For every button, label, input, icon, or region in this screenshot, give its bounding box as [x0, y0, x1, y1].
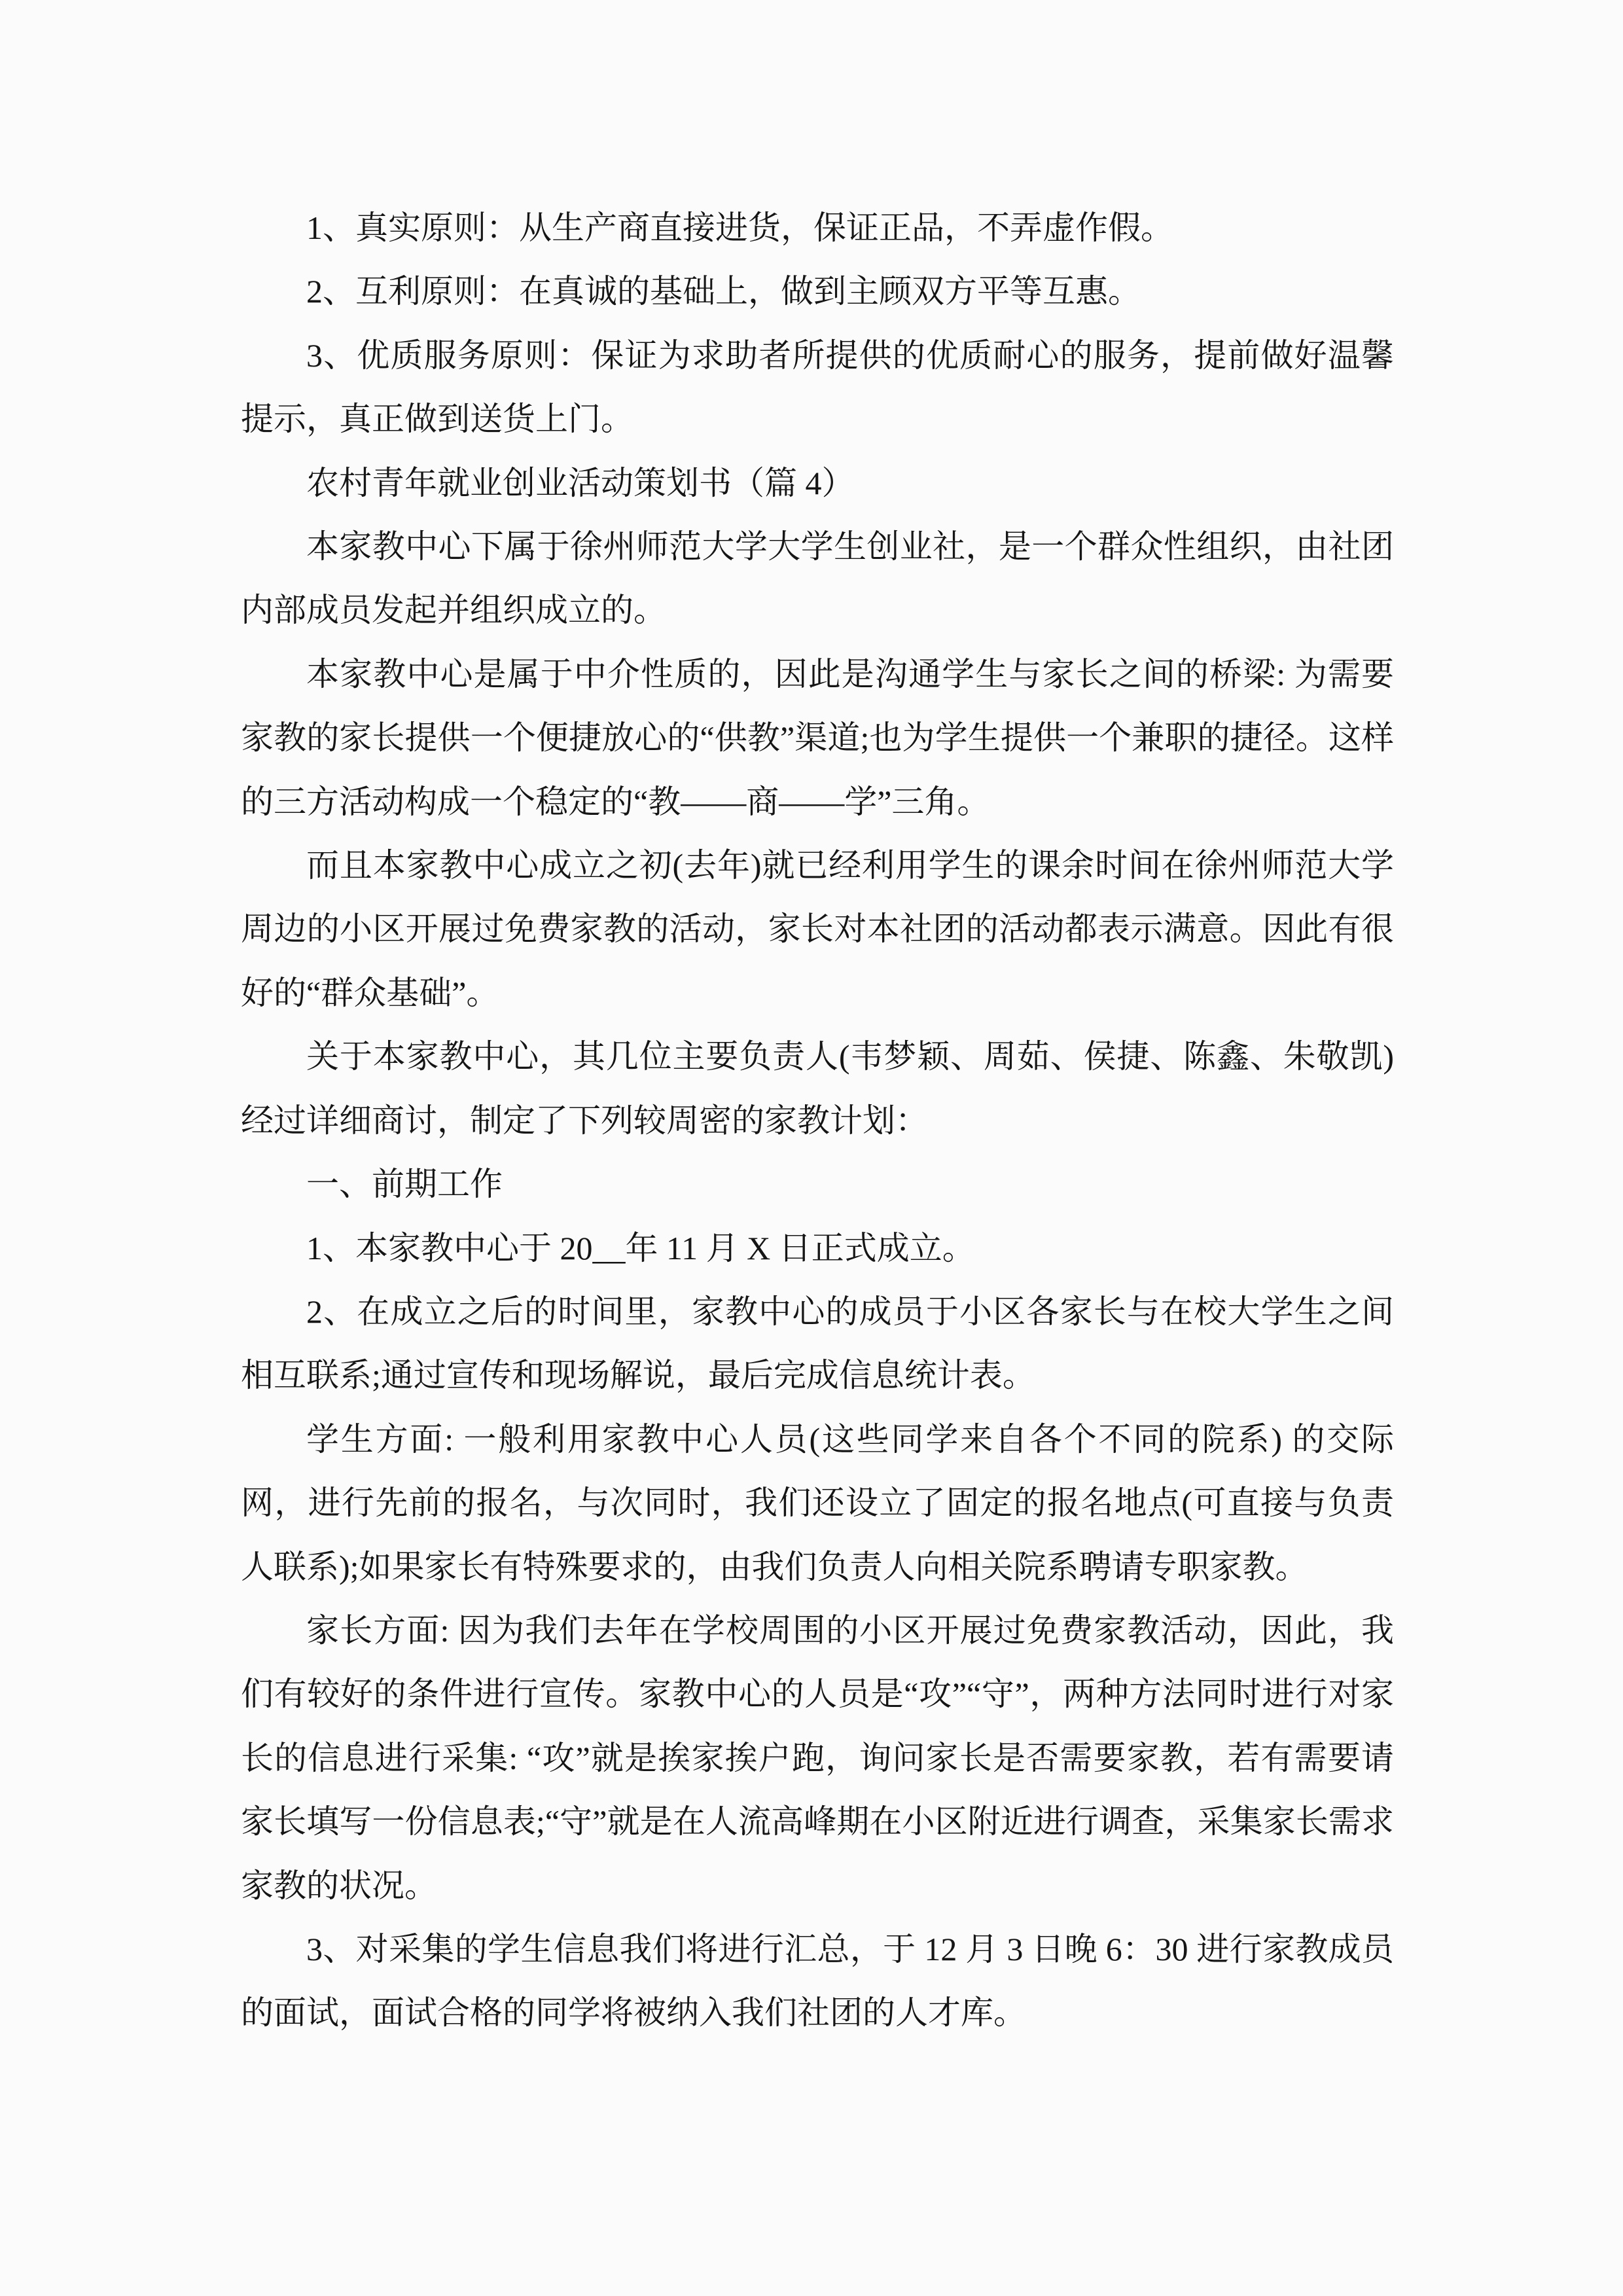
paragraph: 一、前期工作: [306, 1166, 503, 1203]
document-body: [241, 196, 1394, 2045]
paragraph: 而且本家教中心成立之初(去年)就已经利用学生的课余时间在徐州师范大学周边的小区开展过免费家教的活动，家长对本社团的活动都表示满意。因此有很好的“群众基础”。: [241, 847, 1394, 1011]
paragraph: 本家教中心是属于中介性质的，因此是沟通学生与家长之间的桥梁: 为需要家教的家长提供一个便捷放心的“供教”渠道;也为学生提供一个兼职的捷径。这样的三方活动构成一个稳定的“教——商——学”三角。: [241, 655, 1394, 820]
paragraph: 农村青年就业创业活动策划书（篇 4）: [306, 464, 855, 501]
paragraph: 2、在成立之后的时间里，家教中心的成员于小区各家长与在校大学生之间相互联系;通过宣传和现场解说，最后完成信息统计表。: [241, 1293, 1394, 1394]
paragraph: 1、真实原则：从生产商直接进货，保证正品，不弄虚作假。: [306, 209, 1173, 246]
paragraph: 3、对采集的学生信息我们将进行汇总，于 12 月 3 日晚 6：30 进行家教成员的面试，面试合格的同学将被纳入我们社团的人才库。: [241, 1930, 1394, 2032]
paragraph: 3、优质服务原则：保证为求助者所提供的优质耐心的服务，提前做好温馨提示，真正做到送货上门。: [241, 336, 1394, 438]
paragraph: 1、本家教中心于 20__年 11 月 X 日正式成立。: [306, 1229, 975, 1266]
paragraph: 家长方面: 因为我们去年在学校周围的小区开展过免费家教活动，因此，我们有较好的条件进行宣传。家教中心的人员是“攻”“守”，两种方法同时进行对家长的信息进行采集: “攻”就是挨家挨户跑，询问家长是否需要家教，若有需要请家长填写一份信息表;“守”就是在人流高峰期在小区附近进行调查，采集家长需求家教的状况。: [241, 1611, 1394, 1904]
paragraph: 关于本家教中心，其几位主要负责人(韦梦颖、周茹、侯捷、陈鑫、朱敬凯)经过详细商讨，制定了下列较周密的家教计划：: [241, 1038, 1394, 1139]
paragraph: 本家教中心下属于徐州师范大学大学生创业社，是一个群众性组织，由社团内部成员发起并组织成立的。: [241, 528, 1394, 629]
paragraph: 2、互利原则：在真诚的基础上，做到主顾双方平等互惠。: [306, 273, 1141, 310]
paragraph: 学生方面: 一般利用家教中心人员(这些同学来自各个不同的院系) 的交际网，进行先前的报名，与次同时，我们还设立了固定的报名地点(可直接与负责人联系);如果家长有特殊要求的，由我们负责人向相关院系聘请专职家教。: [241, 1420, 1394, 1585]
